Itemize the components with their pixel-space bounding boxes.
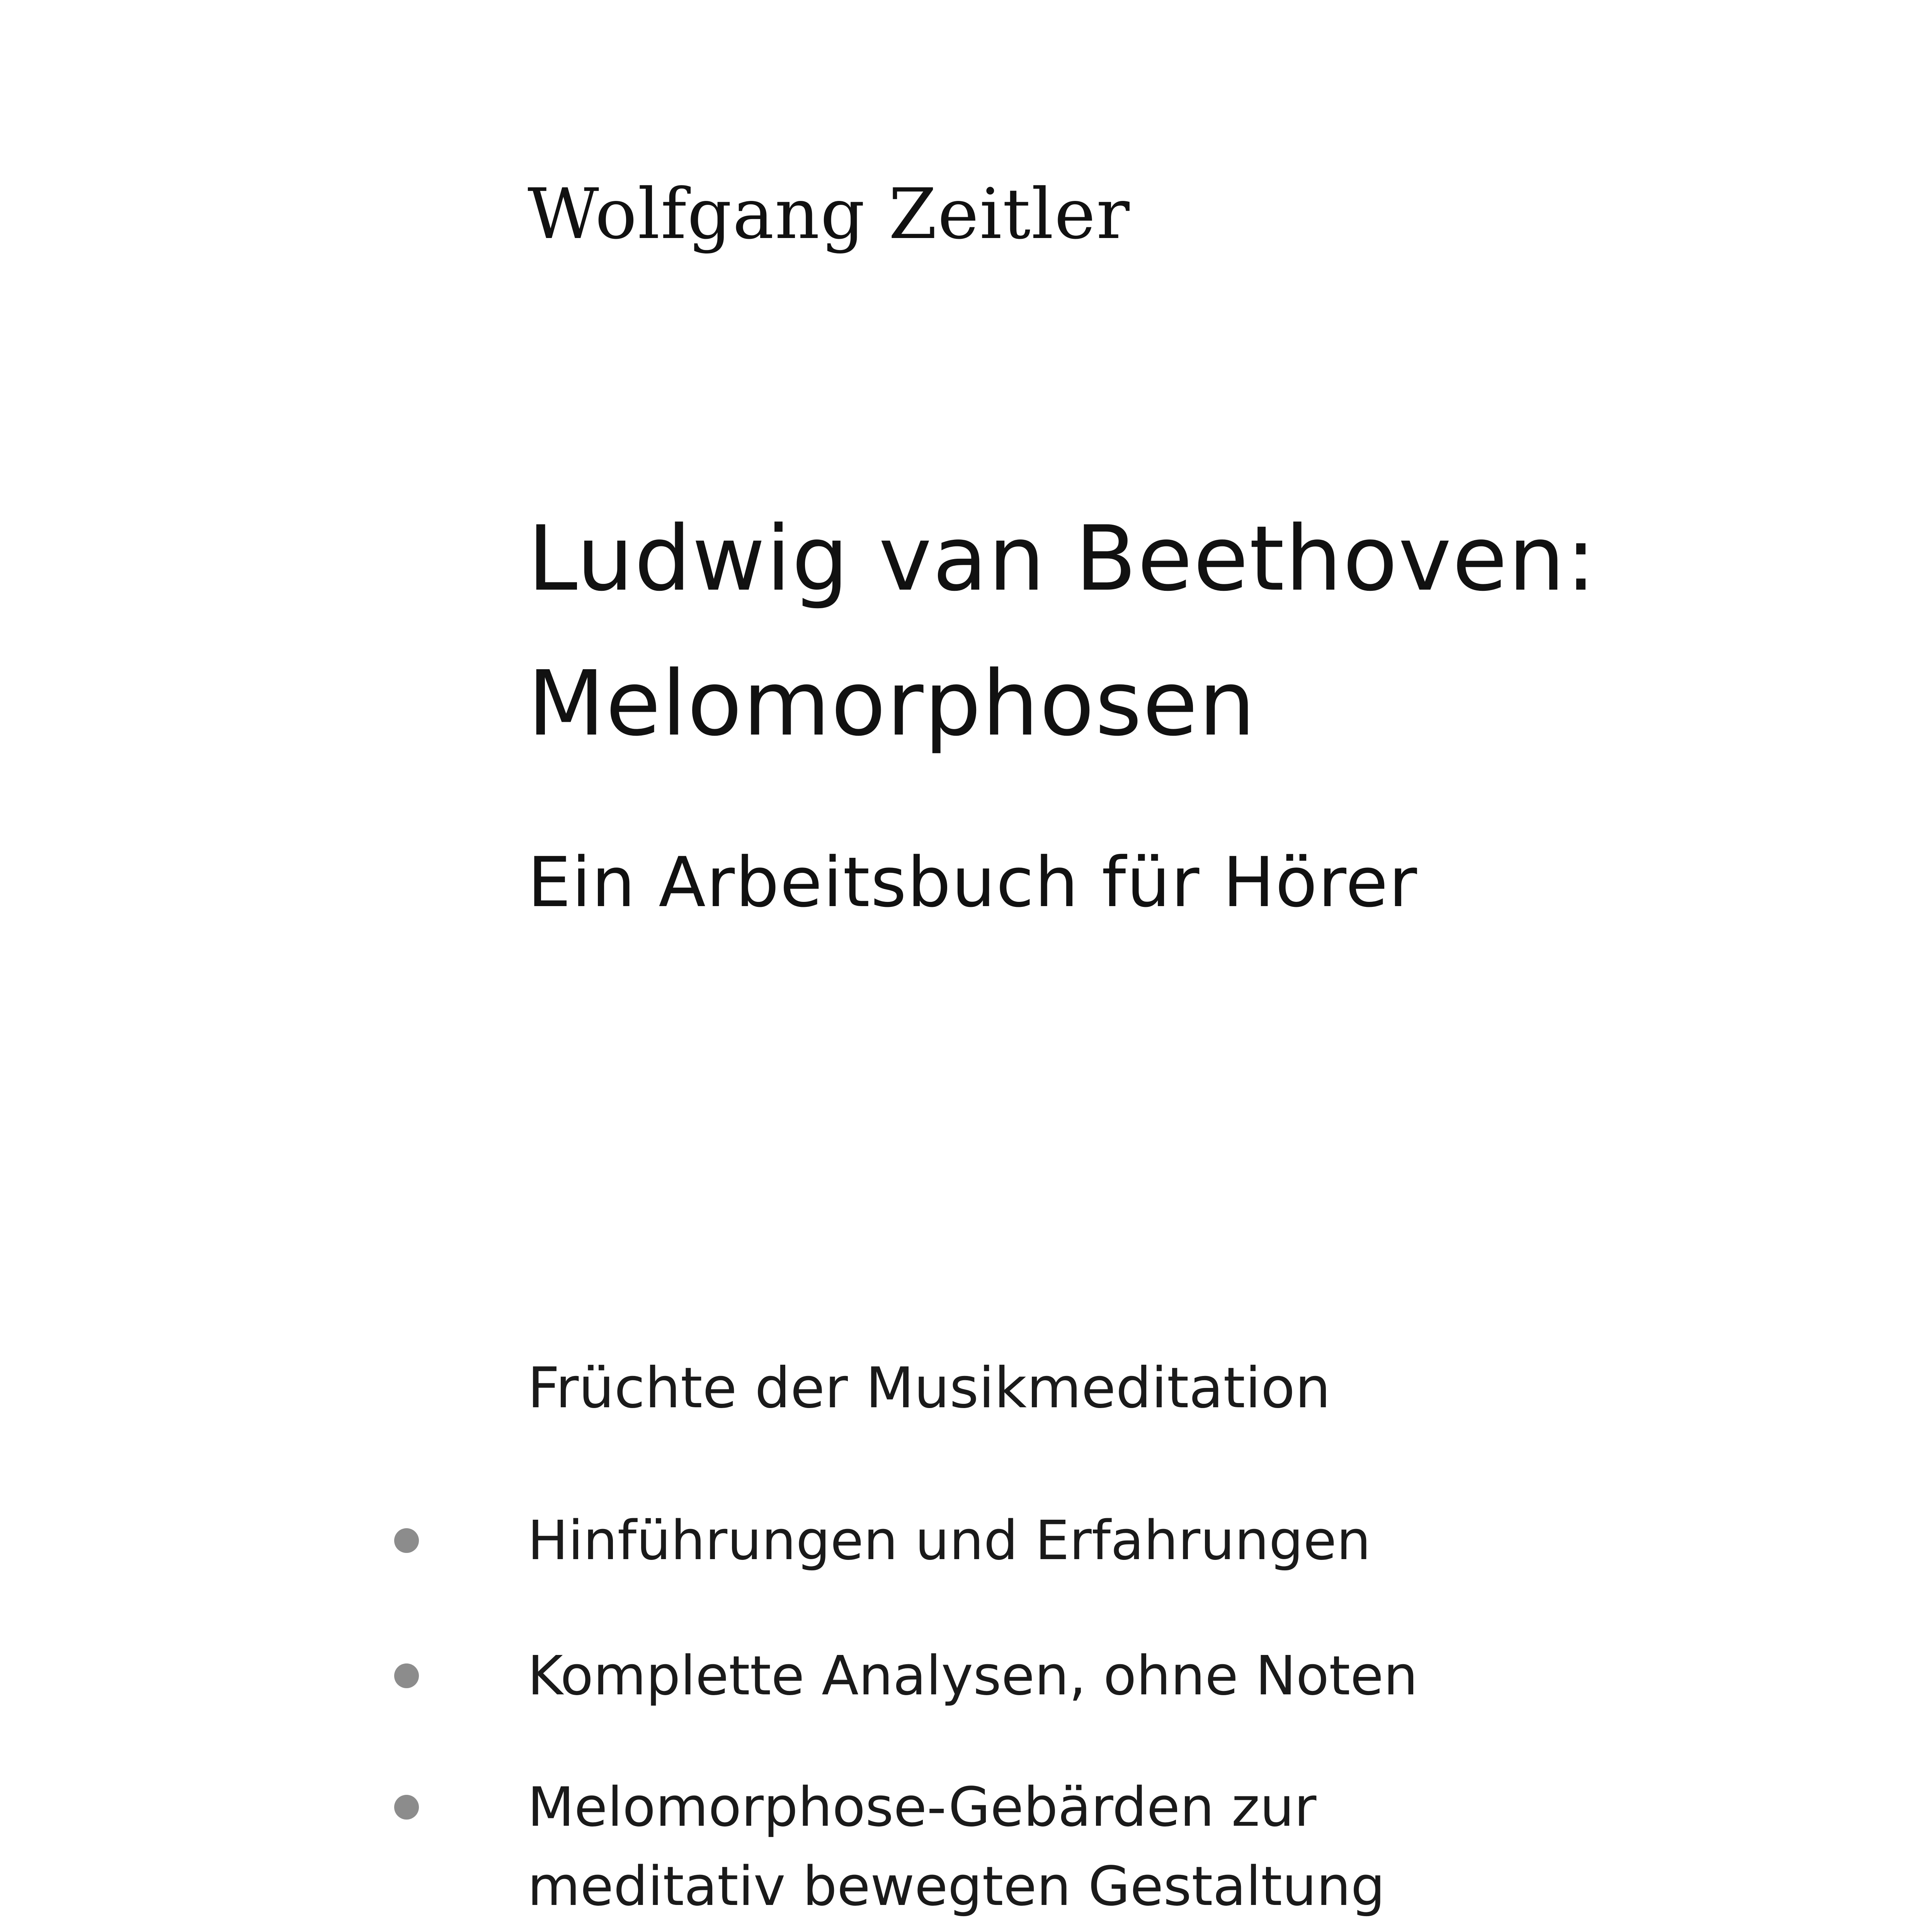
bullet-icon: [394, 1663, 419, 1688]
bullet-icon: [394, 1528, 419, 1553]
list-item: Hinführungen und Erfahrungen: [527, 1509, 1371, 1572]
book-subtitle: Ein Arbeitsbuch für Hörer: [527, 842, 1418, 922]
list-item: Komplette Analysen, ohne Noten: [527, 1645, 1418, 1708]
features-heading: Früchte der Musikmeditation: [527, 1355, 1331, 1421]
bullet-icon: [394, 1795, 419, 1820]
list-item: Melomorphose-Gebärden zur meditativ bewegten Gestaltung: [527, 1776, 1385, 1918]
author-name: Wolfgang Zeitler: [527, 174, 1130, 255]
book-title-line-2: Melomorphosen: [527, 651, 1256, 756]
book-title-line-1: Ludwig van Beethoven:: [527, 507, 1597, 611]
